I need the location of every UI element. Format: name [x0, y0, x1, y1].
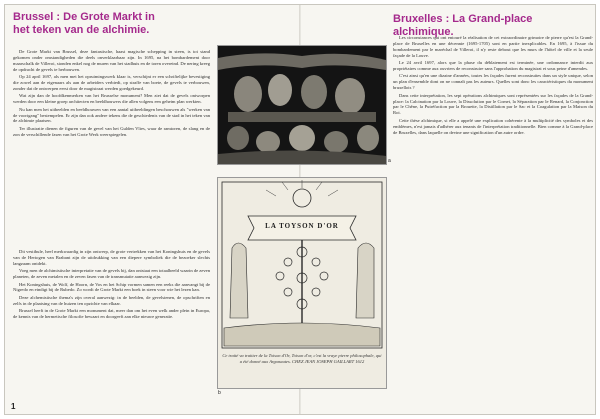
paragraph: Dit vestibule, heel merkwaardig in zijn ontwerp, de grote vertrekken van het Koningshuis en de gevels van de Hertogen van Brabant zijn de uitdrukking van een diepere symboliek die de bezoeker slechts langzaam ontdekt. — [13, 249, 210, 266]
paragraph: Wat zijn dan de hoofdkenmerken van het Brusselse monument? Men ziet dat de gevels ontworpen werden door een kleine groep architecten en beeldhouwers die allen volgens een geheim plan werkten. — [13, 93, 210, 105]
paragraph: Cette thèse alchimique, si elle a appelé une explication cohérente à la multiplicité des symboles et des emblèmes, n'est jamais d'adhérer aux tenants de l'interprétation traditionnelle. Bien comme à la Grand-place de Bruxelles, dans laquelle on devine une signification d'un autre ordre. — [393, 117, 593, 135]
paragraph: Deze alchemistische thema's zijn overal aanwezig: in de beelden, de gevelstenen, de opschriften en zelfs in de plaatsing van de huizen ten opzichte van elkaar. — [13, 294, 210, 306]
paragraph: Les circonstances qui ont entouré la réalisation de cet extraordinaire grimoire de pierre qu'est la Grand-place de Bruxelles en une décennie (1695-1705) sont en partie inexplicables. En 1695, à l'issue du bombardement par le maréchal de Villeroi, il n'y reste debout que les murs de l'hôtel de ville et la seule façade de la Louve. — [393, 35, 593, 58]
figure-b-banner-text: LA TOYSON D'OR — [265, 222, 339, 230]
right-title: Bruxelles : La Grand-place alchimique. — [393, 13, 533, 38]
figure-b-label: b — [218, 390, 221, 396]
paragraph: Het Koningshuis, de Wolf, de Hoorn, de Vos en het Schip vormen samen een reeks die aanvangt bij de Nigredo en eindigt bij de Rubedo. Zo wordt de Grote Markt een boek in steen voor wie het lezen kan. — [13, 281, 210, 293]
paragraph: Nu kan men het uitbeelden en beeldhouwen van een aantal uitbeeldingen beschouwen als "werken van de voortgang" bestempelen. Er zijn dan ook andere tekens die de geschiedenis van de stad in het teken van de alchimie plaatsen. — [13, 106, 210, 124]
left-title: Brussel : De Grote Markt in het teken van de alchimie. — [13, 11, 155, 36]
paragraph: C'est ainsi qu'en une dizaine d'années, toutes les façades furent reconstruites dans un style unique, selon un plan d'ensemble dont on ne connaît pas les auteurs. Quelles sont donc les caractéristiques du monument bruxellois ? — [393, 73, 593, 91]
page-number: 1 — [11, 402, 16, 411]
figure-a-photo — [217, 45, 387, 165]
magazine-spread — [4, 4, 596, 415]
paragraph: Op 24 april 1697, als men met het opruimingswerk klaar is, verschijnt er een schriftelijke bevestiging die zowel aan de eigenaars als aan de arbeiders verbiedt, op straffe van boete, de gevels te verbouwen, zonder dat de ontwerpen eerst door de magistraat werden goedgekeurd. — [13, 74, 210, 91]
paragraph: Brussel heeft in de Grote Markt een monument dat, meer dan om het even welk ander plein in Europa, de kennis van de hermetische filosofie bewaart en doorgeeft aan elke nieuwe generatie. — [13, 308, 210, 320]
paragraph: Le 24 avril 1697, alors que la phase du déblaiement est terminée, une ordonnance interdit aux propriétaires comme aux ouvriers de reconstruire sans l'approbation du magistrat et sous peine d'amendes. — [393, 60, 593, 72]
figure-b-engraving — [217, 177, 387, 389]
paragraph: Ter illustratie dienen de figuren van de gevel van het Gulden Vlies, waar de ramtoren, de slang en de zon de verschillende fasen van het Grote Werk weerspiegelen. — [13, 125, 210, 137]
paragraph: Voeg men de alchimistische interpretatie van de gevels bij, dan ontstaat een totaalbeeld waarin de zeven planeten, de zeven metalen en de zeven fasen van de transmutatie aanwezig zijn. — [13, 268, 210, 280]
right-column — [393, 35, 593, 405]
paragraph: Dans cette interprétation, les sept opérations alchimiques sont représentées sur les façades de la Grand-place: la Calcination par la Louve, la Dissolution par le Cornet, la Séparation par le Renard, la Conjonction par le Chêne, la Putréfaction par la Brouette, la Distillation par le Sac et la Coagulation par la Maison du Roi. — [393, 92, 593, 116]
left-column-bottom — [13, 249, 210, 399]
figure-b-caption: Ce traité va traitter de la Toison d'Or, Toison d'or, c'est la vraye pierre philosophale, qui a été donné aux Argonautes. CHEZ JEAN JOSEPH GAILLART 1612 — [222, 353, 382, 364]
sculpture-photo-image — [218, 46, 386, 164]
left-column-top — [13, 49, 210, 249]
paragraph: De Grote Markt van Brussel, deze fantastische, haast magische schepping in steen, is tot stand gekomen onder omstandigheden die deels onverklaarbaar zijn. In 1695, na het bombardement door maarschalk de Villeroi, stonden enkel nog de muren van het stadhuis en de toren overeind. De nering kreeg de opdracht de gevels te herbouwen. — [13, 49, 210, 72]
figure-a-label: a — [388, 158, 391, 164]
